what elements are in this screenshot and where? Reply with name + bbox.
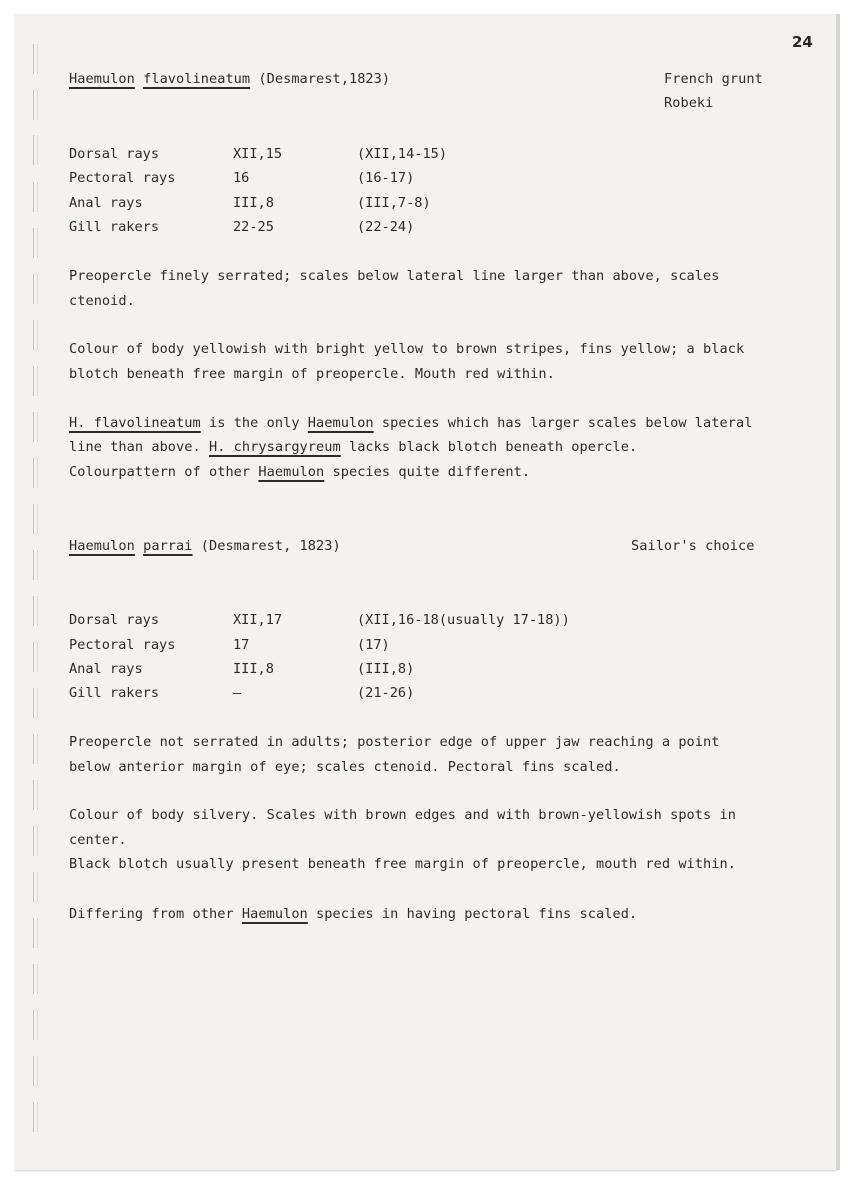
meristic-value: 16 [233,170,250,186]
binder-hole [33,274,38,304]
meristic-range: (XII,14-15) [357,146,448,162]
meristic-range: (III,7-8) [357,195,431,211]
binder-hole [33,44,38,74]
meristic-value: III,8 [233,195,274,211]
species2-colour-line: Black blotch usually present beneath free margin of preopercle, mouth red within. [69,856,736,872]
binder-hole [33,228,38,258]
species1-comparison-line: H. flavolineatum is the only Haemulon species which has larger scales below lateral [69,415,753,431]
meristic-label: Dorsal rays [69,146,160,162]
binder-hole [33,135,38,165]
binder-hole [33,734,38,764]
binder-hole [33,412,38,442]
page-edge [836,14,840,1170]
binder-hole [33,688,38,718]
species1-local-name: Robeki [664,95,714,111]
species1-comparison-line: line than above. H. chrysargyreum lacks black blotch beneath opercle. [69,439,638,455]
binder-hole [33,872,38,902]
meristic-value: 17 [233,637,250,653]
binder-hole [33,458,38,488]
meristic-label: Gill rakers [69,219,160,235]
binder-hole [33,550,38,580]
meristic-value: XII,17 [233,612,283,628]
binder-hole [33,964,38,994]
binder-hole [33,504,38,534]
species2-colour-line: Colour of body silvery. Scales with brown edges and with brown-yellowish spots in [69,807,736,823]
species2-colour-line: center. [69,832,127,848]
page-sheet [14,14,836,1170]
meristic-label: Pectoral rays [69,170,176,186]
binder-hole [33,642,38,672]
species2-description-line: Preopercle not serrated in adults; posterior edge of upper jaw reaching a point [69,734,720,750]
meristic-range: (XII,16-18(usually 17-18)) [357,612,570,628]
binder-hole [33,918,38,948]
species1-colour-line: blotch beneath free margin of preopercle. Mouth red within. [69,366,555,382]
species1-common-name: French grunt [664,71,763,87]
species1-description-line: Preopercle finely serrated; scales below lateral line larger than above, scales [69,268,720,284]
binder-hole [33,596,38,626]
meristic-value: — [233,685,242,701]
species2-common-name: Sailor's choice [631,538,755,554]
page-number: 24 [792,33,813,51]
meristic-label: Anal rays [69,195,143,211]
species2-comparison-line: Differing from other Haemulon species in having pectoral fins scaled. [69,906,638,922]
meristic-label: Dorsal rays [69,612,160,628]
binder-hole [33,182,38,212]
species2-description-line: below anterior margin of eye; scales ctenoid. Pectoral fins scaled. [69,759,621,775]
meristic-value: III,8 [233,661,274,677]
meristic-range: (16-17) [357,170,415,186]
species1-colour-line: Colour of body yellowish with bright yellow to brown stripes, fins yellow; a black [69,341,745,357]
binder-hole [33,1056,38,1086]
species1-heading: Haemulon flavolineatum (Desmarest,1823) [69,71,391,87]
binder-hole [33,366,38,396]
meristic-range: (III,8) [357,661,415,677]
species1-description-line: ctenoid. [69,293,135,309]
binder-hole [33,780,38,810]
binder-hole [33,1102,38,1132]
binder-hole [33,1010,38,1040]
species2-heading: Haemulon parrai (Desmarest, 1823) [69,538,341,554]
species1-comparison-line: Colourpattern of other Haemulon species quite different. [69,464,531,480]
binder-hole [33,826,38,856]
binder-hole [33,320,38,350]
meristic-value: XII,15 [233,146,283,162]
meristic-value: 22-25 [233,219,274,235]
meristic-range: (17) [357,637,390,653]
meristic-range: (21-26) [357,685,415,701]
meristic-label: Gill rakers [69,685,160,701]
meristic-label: Pectoral rays [69,637,176,653]
meristic-range: (22-24) [357,219,415,235]
meristic-label: Anal rays [69,661,143,677]
binder-hole [33,90,38,120]
